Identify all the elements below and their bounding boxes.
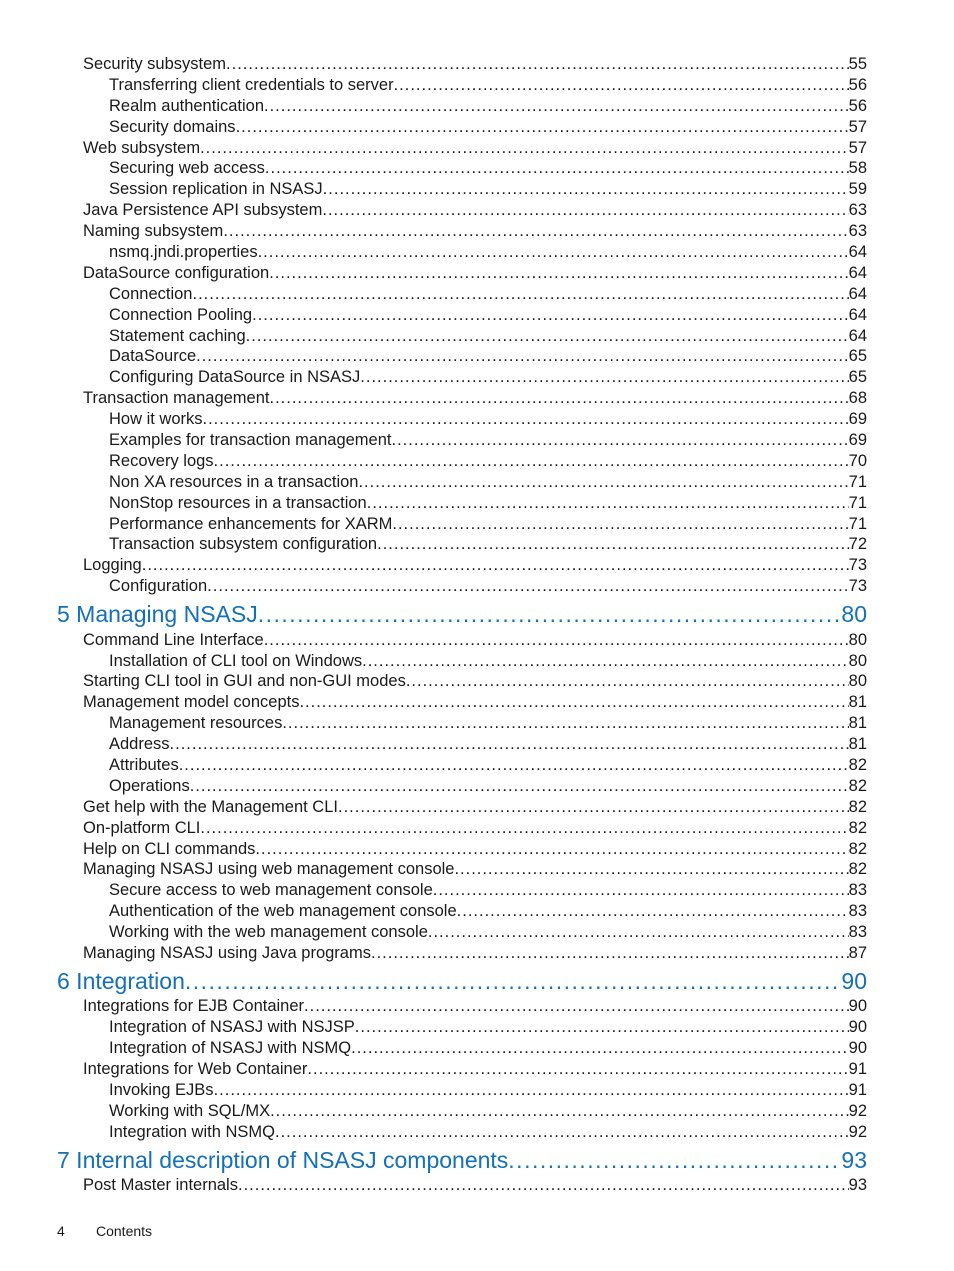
- toc-entry-page: 63: [848, 201, 867, 220]
- toc-entry-label: Logging: [83, 556, 142, 575]
- toc-leader-dots: [377, 534, 849, 555]
- toc-leader-dots: [457, 901, 849, 922]
- toc-leader-dots: [196, 346, 849, 367]
- toc-leader-dots: [203, 409, 849, 430]
- toc-entry-label: Working with SQL/MX: [109, 1101, 271, 1120]
- toc-entry[interactable]: [0, 138, 954, 159]
- toc-leader-dots: [322, 200, 848, 221]
- toc-entry[interactable]: [0, 179, 954, 200]
- toc-entry[interactable]: [0, 534, 954, 555]
- toc-entry-label: How it works: [109, 410, 203, 429]
- toc-entry[interactable]: [0, 776, 954, 797]
- toc-leader-dots: [236, 117, 849, 138]
- toc-entry[interactable]: [0, 326, 954, 347]
- toc-leader-dots: [264, 96, 849, 117]
- toc-leader-dots: [255, 839, 848, 860]
- toc-entry-page: 73: [848, 556, 867, 575]
- toc-entry-page: 73: [848, 577, 867, 596]
- toc-entry-page: 63: [848, 222, 867, 241]
- toc-entry-page: 93: [848, 1176, 867, 1195]
- toc-leader-dots: [270, 1101, 849, 1122]
- toc-entry-label: Integration of NSASJ with NSJSP: [109, 1018, 355, 1037]
- toc-leader-dots: [355, 1017, 849, 1038]
- toc-leader-dots: [392, 514, 848, 535]
- toc-leader-dots: [264, 630, 849, 651]
- footer-page-number: 4: [57, 1223, 65, 1239]
- toc-entry-page: 71: [848, 493, 867, 512]
- toc-entry-page: 64: [848, 263, 867, 282]
- toc-entry[interactable]: [0, 388, 954, 409]
- toc-leader-dots: [269, 263, 848, 284]
- toc-entry-label: Recovery logs: [109, 451, 214, 470]
- toc-leader-dots: [428, 922, 849, 943]
- toc-entry-label: On-platform CLI: [83, 818, 201, 837]
- toc-entry-page: 55: [848, 55, 867, 73]
- toc-entry-label: Starting CLI tool in GUI and non-GUI modes: [83, 672, 406, 691]
- toc-entry-page: 65: [848, 347, 867, 366]
- toc-leader-dots: [192, 284, 848, 305]
- toc-entry-page: 91: [848, 1060, 867, 1079]
- toc-entry-page: 57: [848, 117, 867, 136]
- toc-entry-page: 64: [848, 305, 867, 324]
- toc-entry-label: Performance enhancements for XARM: [109, 514, 393, 533]
- toc-entry-page: 91: [848, 1080, 867, 1099]
- toc-entry-page: 90: [848, 997, 867, 1016]
- toc-entry[interactable]: [0, 755, 954, 776]
- toc-leader-dots: [258, 242, 849, 263]
- toc-entry[interactable]: [0, 996, 954, 1017]
- toc-entry-label: 7 Internal description of NSASJ components: [57, 1146, 509, 1173]
- toc-entry[interactable]: [0, 1122, 954, 1143]
- toc-leader-dots: [207, 576, 848, 597]
- toc-entry-label: Non XA resources in a transaction: [109, 472, 359, 491]
- toc-leader-dots: [252, 305, 849, 326]
- toc-entry-label: Management model concepts: [83, 693, 300, 712]
- toc-entry[interactable]: [0, 692, 954, 713]
- toc-leader-dots: [304, 996, 849, 1017]
- toc-entry-label: Authentication of the web management console: [109, 902, 457, 921]
- toc-entry[interactable]: [0, 305, 954, 326]
- toc-entry-label: Naming subsystem: [83, 222, 224, 241]
- toc-leader-dots: [179, 755, 849, 776]
- toc-entry-page: 71: [848, 472, 867, 491]
- toc-entry-label: 5 Managing NSASJ: [57, 601, 258, 628]
- toc-entry-page: 82: [848, 818, 867, 837]
- toc-entry-page: 81: [848, 735, 867, 754]
- toc-leader-dots: [142, 555, 849, 576]
- toc-entry-label: Installation of CLI tool on Windows: [109, 651, 363, 670]
- toc-entry[interactable]: [0, 880, 954, 901]
- toc-leader-dots: [338, 797, 849, 818]
- toc-leader-dots: [190, 776, 849, 797]
- toc-entry[interactable]: [0, 242, 954, 263]
- toc-leader-dots: [214, 1080, 849, 1101]
- toc-entry[interactable]: [0, 158, 954, 179]
- toc-entry-label: NonStop resources in a transaction: [109, 493, 367, 512]
- toc-entry-label: Configuring DataSource in NSASJ: [109, 368, 361, 387]
- toc-entry[interactable]: [0, 797, 954, 818]
- toc-entry[interactable]: [0, 1080, 954, 1101]
- toc-entry-page: 80: [848, 630, 867, 649]
- toc-leader-dots: [299, 692, 848, 713]
- toc-entry-page: 58: [848, 159, 867, 178]
- toc-entry-page: 93: [841, 1146, 867, 1173]
- toc-entry-page: 82: [848, 860, 867, 879]
- toc-entry-label: Address: [109, 735, 170, 754]
- toc-entry[interactable]: [0, 818, 954, 839]
- toc-entry[interactable]: [0, 430, 954, 451]
- toc-entry-label: Transaction subsystem configuration: [109, 535, 378, 554]
- toc-entry-label: Configuration: [109, 577, 208, 596]
- toc-entry-label: Working with the web management console: [109, 923, 428, 942]
- toc-leader-dots: [258, 599, 842, 631]
- toc-entry-page: 57: [848, 138, 867, 157]
- toc-entry-label: DataSource configuration: [83, 263, 270, 282]
- toc-leader-dots: [223, 221, 848, 242]
- toc-leader-dots: [307, 1059, 848, 1080]
- toc-entry[interactable]: [0, 75, 954, 96]
- toc-entry-page: 70: [848, 451, 867, 470]
- toc-entry-page: 81: [848, 714, 867, 733]
- toc-entry-label: Security domains: [109, 117, 236, 136]
- toc-entry[interactable]: [0, 922, 954, 943]
- toc-entry-label: Transaction management: [83, 389, 270, 408]
- toc-entry-label: Transferring client credentials to server: [109, 75, 394, 94]
- toc-entry-label: Statement caching: [109, 326, 246, 345]
- toc-entry-label: Attributes: [109, 756, 179, 774]
- toc-entry-label: Realm authentication: [109, 96, 265, 115]
- toc-leader-dots: [200, 138, 849, 159]
- toc-entry-page: 87: [848, 944, 867, 963]
- toc-entry[interactable]: [0, 713, 954, 734]
- toc-entry-label: Examples for transaction management: [109, 431, 392, 450]
- toc-entry-page: 82: [848, 797, 867, 816]
- toc-entry-page: 90: [841, 967, 867, 994]
- toc-entry-label: Managing NSASJ using Java programs: [83, 944, 371, 963]
- toc-entry[interactable]: [0, 472, 954, 493]
- toc-chapter-entry[interactable]: [0, 599, 954, 631]
- toc-entry-page: 81: [848, 693, 867, 712]
- toc-leader-dots: [246, 326, 849, 347]
- toc-entry-page: 82: [848, 839, 867, 858]
- toc-leader-dots: [362, 651, 849, 672]
- toc-entry-label: Java Persistence API subsystem: [83, 201, 323, 220]
- toc-leader-dots: [360, 367, 848, 388]
- toc-entry-label: Operations: [109, 776, 190, 795]
- toc-entry-label: Integration of NSASJ with NSMQ: [109, 1039, 352, 1058]
- toc-leader-dots: [391, 430, 848, 451]
- toc-entry[interactable]: [0, 839, 954, 860]
- toc-entry[interactable]: [0, 901, 954, 922]
- toc-entry[interactable]: [0, 576, 954, 597]
- toc-entry[interactable]: [0, 514, 954, 535]
- toc-entry-page: 83: [848, 902, 867, 921]
- toc-entry[interactable]: [0, 409, 954, 430]
- toc-entry[interactable]: [0, 651, 954, 672]
- toc-entry-page: 72: [848, 535, 867, 554]
- toc-entry-label: Integrations for EJB Container: [83, 997, 305, 1016]
- toc-entry-page: 83: [848, 923, 867, 942]
- footer-section-title: Contents: [96, 1223, 153, 1239]
- toc-entry-page: 69: [848, 431, 867, 450]
- toc-entry[interactable]: [0, 1017, 954, 1038]
- toc-entry[interactable]: [0, 263, 954, 284]
- toc-entry[interactable]: [0, 1038, 954, 1059]
- toc-entry[interactable]: [0, 200, 954, 221]
- toc-entry[interactable]: [0, 346, 954, 367]
- toc-entry-label: Command Line Interface: [83, 630, 264, 649]
- toc-leader-dots: [214, 451, 849, 472]
- toc-entry-label: Security subsystem: [83, 55, 227, 73]
- toc-leader-dots: [508, 1145, 841, 1177]
- toc-leader-dots: [185, 966, 842, 998]
- toc-entry-label: Session replication in NSASJ: [109, 180, 323, 199]
- toc-leader-dots: [265, 158, 849, 179]
- toc-chapter-entry[interactable]: [0, 966, 954, 998]
- toc-entry-page: 64: [848, 243, 867, 262]
- toc-entry[interactable]: [0, 630, 954, 651]
- toc-entry-label: DataSource: [109, 347, 197, 366]
- table-of-contents: [0, 54, 954, 1196]
- toc-entry[interactable]: [0, 859, 954, 880]
- toc-leader-dots: [406, 671, 849, 692]
- toc-entry-page: 80: [848, 651, 867, 670]
- toc-entry-page: 90: [848, 1039, 867, 1058]
- toc-entry-page: 68: [848, 389, 867, 408]
- toc-entry-label: Securing web access: [109, 159, 265, 178]
- toc-leader-dots: [226, 54, 849, 75]
- toc-entry-label: Managing NSASJ using web management console: [83, 860, 455, 879]
- toc-leader-dots: [200, 818, 848, 839]
- toc-entry-page: 82: [848, 756, 867, 774]
- toc-leader-dots: [282, 713, 848, 734]
- toc-entry-page: 64: [848, 326, 867, 345]
- toc-entry-page: 82: [848, 776, 867, 795]
- toc-entry[interactable]: [0, 54, 954, 75]
- toc-entry-label: Help on CLI commands: [83, 839, 256, 858]
- toc-entry-page: 92: [848, 1101, 867, 1120]
- toc-entry[interactable]: [0, 1175, 954, 1196]
- toc-entry-label: Connection Pooling: [109, 305, 253, 324]
- toc-entry[interactable]: [0, 451, 954, 472]
- toc-entry[interactable]: [0, 555, 954, 576]
- toc-leader-dots: [170, 734, 849, 755]
- toc-leader-dots: [394, 75, 849, 96]
- toc-entry[interactable]: [0, 734, 954, 755]
- toc-leader-dots: [371, 943, 849, 964]
- toc-entry-label: Connection: [109, 284, 193, 303]
- toc-entry-label: Integration with NSMQ: [109, 1122, 275, 1141]
- toc-entry-page: 65: [848, 368, 867, 387]
- toc-entry-label: Post Master internals: [83, 1176, 238, 1195]
- toc-entry-page: 71: [848, 514, 867, 533]
- toc-leader-dots: [351, 1038, 849, 1059]
- toc-chapter-entry[interactable]: [0, 1145, 954, 1177]
- toc-entry-page: 56: [848, 75, 867, 94]
- toc-entry[interactable]: [0, 367, 954, 388]
- toc-entry-page: 92: [848, 1122, 867, 1141]
- toc-leader-dots: [454, 859, 848, 880]
- toc-entry[interactable]: [0, 221, 954, 242]
- toc-leader-dots: [238, 1175, 849, 1196]
- toc-leader-dots: [367, 493, 849, 514]
- toc-entry-label: Secure access to web management console: [109, 881, 433, 900]
- toc-entry-label: Invoking EJBs: [109, 1080, 214, 1099]
- toc-leader-dots: [323, 179, 849, 200]
- toc-entry-page: 80: [841, 601, 867, 628]
- toc-entry-page: 69: [848, 410, 867, 429]
- toc-entry-page: 56: [848, 96, 867, 115]
- toc-entry[interactable]: [0, 943, 954, 964]
- toc-entry-label: nsmq.jndi.properties: [109, 243, 258, 262]
- toc-entry[interactable]: [0, 284, 954, 305]
- toc-entry[interactable]: [0, 117, 954, 138]
- toc-entry-label: Integrations for Web Container: [83, 1060, 308, 1079]
- toc-entry-page: 64: [848, 284, 867, 303]
- toc-entry-page: 83: [848, 881, 867, 900]
- toc-entry[interactable]: [0, 671, 954, 692]
- toc-entry-label: 6 Integration: [57, 967, 185, 994]
- toc-entry[interactable]: [0, 96, 954, 117]
- toc-entry-page: 59: [848, 180, 867, 199]
- toc-entry-page: 90: [848, 1018, 867, 1037]
- toc-entry[interactable]: [0, 1101, 954, 1122]
- toc-leader-dots: [275, 1122, 849, 1143]
- toc-entry-label: Web subsystem: [83, 138, 201, 157]
- toc-leader-dots: [433, 880, 849, 901]
- page-footer: [57, 1223, 152, 1239]
- toc-leader-dots: [270, 388, 849, 409]
- toc-entry[interactable]: [0, 1059, 954, 1080]
- toc-entry-label: Get help with the Management CLI: [83, 797, 338, 816]
- toc-entry-label: Management resources: [109, 714, 283, 733]
- toc-entry[interactable]: [0, 493, 954, 514]
- toc-entry-page: 80: [848, 672, 867, 691]
- toc-leader-dots: [358, 472, 848, 493]
